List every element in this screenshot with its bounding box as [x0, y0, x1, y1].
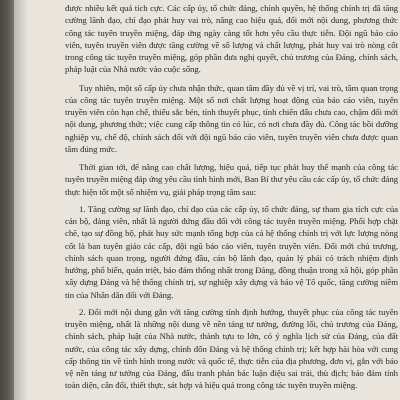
paragraph-intro: được nhiều kết quả tích cực. Các cấp ủy, tổ chức đảng, chính quyền, hệ thống chính trị đã tăng cường lãnh đạo, chỉ đạo phát huy vai trò, nâng cao hiệu quả, đổi mới nội dung, phương thức công tác tuyên truyền miệng, đáp ứng ngày càng tốt hơn yêu cầu thực tiễn. Đội ngũ báo cáo viên, tuyên truyền viên được tăng cường về số lượng và chất lượng, phát huy vai trò nòng cốt trong công tác tuyên truyền miệng, góp phần đưa nghị quyết, chủ trương của Đảng, chính sách, pháp luật của Nhà nước vào cuộc sống.	[65, 3, 398, 75]
paragraph-directive: Thời gian tới, để nâng cao chất lượng, hiệu quả, tiếp tục phát huy thế mạnh của công tác tuyên truyền miệng đáp ứng yêu cầu tình hình mới, Ban Bí thư yêu cầu các cấp ủy, tổ chức đảng thực hiện tốt một số nhiệm vụ, giải pháp trọng tâm sau:	[65, 162, 398, 197]
paragraph-task-1: 1. Tăng cường sự lãnh đạo, chỉ đạo của các cấp ủy, tổ chức đảng, sự tham gia tích cực của cán bộ, đảng viên, nhất là người đứng đầu đối với công tác tuyên truyền miệng. Phối hợp chặt chẽ, tạo sự đồng bộ, phát huy sức mạnh tổng hợp của cả hệ thống chính trị với lực lượng nòng cốt là ban tuyên giáo các cấp, đội ngũ báo cáo viên, tuyên truyền viên. Đổi mới chủ trương, chính sách quan trọng, người đứng đầu, cán bộ lãnh đạo, quản lý phải có trách nhiệm định hướng, phổ biến, quán triệt, bảo đảm thống nhất trong Đảng, đồng thuận trong xã hội, góp phần xây dựng Đảng và hệ thống chính trị, sự nghiệp xây dựng và bảo vệ Tổ quốc, tăng cường niềm tin của Nhân dân đối với Đảng.	[65, 203, 398, 300]
book-page	[14, 0, 400, 400]
page-text	[65, 2, 398, 398]
paragraph-task-2: 2. Đổi mới nội dung gắn với tăng cường tính định hướng, thuyết phục của công tác tuyên truyền miệng, nhất là những nội dung về nền tảng tư tưởng, đường lối, chủ trương của Đảng, chính sách, pháp luật của Nhà nước, thành tựu to lớn, có ý nghĩa lịch sử của Đảng, của đất nước, của công tác xây dựng, chỉnh đốn Đảng và hệ thống chính trị; kết hợp hài hòa với cung cấp thông tin về tình hình trong nước và quốc tế, thực tiễn của địa phương, đơn vị, gắn với bảo vệ nền tảng tư tưởng của Đảng, đấu tranh phản bác luận điệu sai trái, thù địch; bảo đảm tính toàn diện, cân đối, thiết thực, sát hợp và hiệu quả trong công tác tuyên truyền miệng.	[65, 306, 398, 391]
paragraph-limitations: Tuy nhiên, một số cấp ủy chưa nhận thức, quan tâm đầy đủ về vị trí, vai trò, tầm quan trọng của công tác tuyên truyền miệng. Một số nơi chất lượng hoạt động của báo cáo viên, tuyên truyền viên còn hạn chế, thiếu sắc bén, tính thuyết phục, tính chiến đấu chưa cao, chậm đổi mới nội dung, phương thức; việc cung cấp thông tin có lúc, có nơi chưa đầy đủ. Công tác bồi dưỡng nghiệp vụ, chế độ, chính sách đối với đội ngũ báo cáo viên, tuyên truyền viên chưa được quan tâm đúng mức.	[65, 82, 398, 154]
book-binding	[0, 0, 14, 400]
